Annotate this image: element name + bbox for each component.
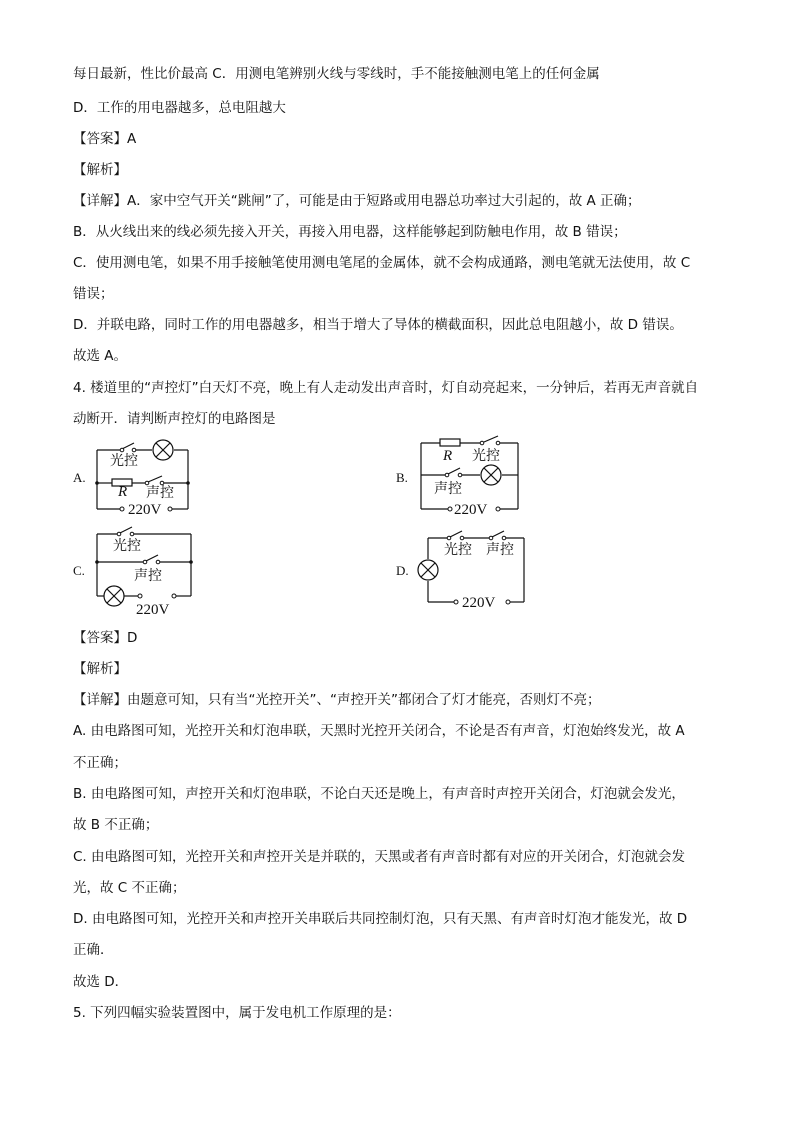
explanation-line: C. 由电路图可知，光控开关和声控开关是并联的，天黑或者有声音时都有对应的开关闭合，灯泡就会发 [73, 849, 686, 865]
text-line: 每日最新，性比价最高 C．用测电笔辨别火线与零线时，手不能接触测电笔上的任何金属 [73, 66, 600, 82]
voltage-label: 220V [462, 595, 496, 611]
answer-label: 【答案】D [73, 630, 138, 646]
explanation-line: 故 B 不正确； [73, 817, 159, 833]
explanation-line: C．使用测电笔，如果不用手接触笔使用测电笔尾的金属体，就不会构成通路，测电笔就无法使用，故 C [73, 255, 691, 271]
conclusion-line: 故选 D． [73, 974, 129, 990]
explanation-line: D. 由电路图可知，光控开关和声控开关串联后共同控制灯泡，只有天黑、有声音时灯泡才能发光，故 D [73, 911, 688, 927]
question-5-text: 5. 下列四幅实验装置图中，属于发电机工作原理的是： [73, 1005, 401, 1021]
option-d-text: D．工作的用电器越多，总电阻越大 [73, 100, 286, 116]
light-control-label: 光控 [110, 453, 138, 469]
circuit-diagram-b [414, 435, 524, 517]
circuit-diagram-a [90, 437, 200, 517]
explanation-line: D．并联电路，同时工作的用电器越多，相当于增大了导体的横截面积，因此总电阻越小，故 D 错误。 [73, 317, 683, 333]
conclusion-line: 故选 A。 [73, 348, 128, 364]
sound-control-label: 声控 [486, 542, 514, 558]
voltage-label: 220V [128, 502, 162, 518]
circuit-diagram-c [90, 526, 200, 618]
sound-control-label: 声控 [434, 481, 462, 497]
explanation-line: B．从火线出来的线必须先接入开关，再接入用电器，这样能够起到防触电作用，故 B 错误； [73, 224, 627, 240]
option-c-label: C. [73, 563, 85, 578]
resistor-label: R [443, 448, 453, 464]
explanation-line: A. 由电路图可知，光控开关和灯泡串联，天黑时光控开关闭合，不论是否有声音，灯泡始终发光，故 A [73, 723, 685, 739]
voltage-label: 220V [454, 502, 488, 518]
resistor-label: R [118, 484, 128, 500]
sound-control-label: 声控 [146, 485, 174, 501]
answer-label: 【答案】A [73, 131, 137, 147]
analysis-label: 【解析】 [73, 661, 127, 677]
light-control-label: 光控 [472, 448, 500, 464]
voltage-label: 220V [136, 602, 170, 618]
light-control-label: 光控 [113, 538, 141, 554]
question-4-text: 4. 楼道里的“声控灯”白天灯不亮，晚上有人走动发出声音时，灯自动亮起来，一分钟后，若再无声音就自 [73, 380, 699, 396]
explanation-line: 【详解】A．家中空气开关“跳闸”了，可能是由于短路或用电器总功率过大引起的，故 A 正确； [73, 193, 641, 209]
explanation-line: 正确． [73, 942, 114, 958]
explanation-line: 光，故 C 不正确； [73, 880, 186, 896]
sound-control-label: 声控 [134, 568, 162, 584]
explanation-line: 错误； [73, 286, 114, 302]
analysis-label: 【解析】 [73, 162, 127, 178]
question-4-text: 动断开．请判断声控灯的电路图是 [73, 411, 276, 427]
explanation-line: 【详解】由题意可知，只有当“光控开关”、“声控开关”都闭合了灯才能亮，否则灯不亮； [73, 692, 601, 708]
option-d-label: D. [396, 563, 409, 578]
circuit-diagram-d [414, 530, 530, 610]
light-control-label: 光控 [444, 542, 472, 558]
explanation-line: 不正确； [73, 755, 127, 771]
explanation-line: B. 由电路图可知，声控开关和灯泡串联，不论白天还是晚上，有声音时声控开关闭合，灯泡就会发光， [73, 786, 685, 802]
option-a-label: A. [73, 470, 86, 485]
option-b-label: B. [396, 470, 408, 485]
